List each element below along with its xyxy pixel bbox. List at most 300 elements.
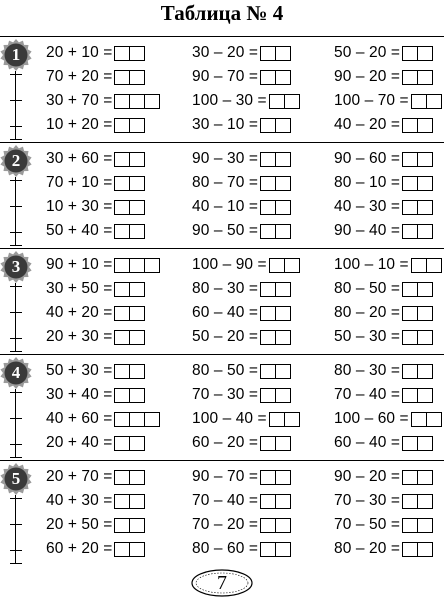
answer-cell[interactable]	[411, 412, 427, 427]
answer-cell[interactable]	[275, 70, 291, 85]
answer-box[interactable]	[402, 70, 433, 85]
answer-cell[interactable]	[129, 306, 145, 321]
answer-box[interactable]	[260, 282, 291, 297]
page-number: 7	[217, 572, 227, 594]
exercise-expression: 80 – 30 =	[334, 362, 400, 379]
section-marker-tick	[10, 245, 22, 246]
exercise-row	[0, 432, 444, 454]
answer-cell[interactable]	[129, 200, 145, 215]
answer-box[interactable]	[114, 518, 145, 533]
answer-cell[interactable]	[417, 470, 433, 485]
answer-cell[interactable]	[114, 176, 130, 191]
answer-cell[interactable]	[129, 224, 145, 239]
answer-box[interactable]	[114, 94, 160, 109]
exercise	[192, 326, 291, 348]
exercise-expression: 20 + 70 =	[46, 468, 113, 485]
exercise-expression: 80 – 10 =	[334, 174, 400, 191]
answer-cell[interactable]	[129, 364, 145, 379]
answer-cell[interactable]	[402, 70, 418, 85]
answer-cell[interactable]	[275, 388, 291, 403]
exercise-expression: 80 – 60 =	[192, 540, 258, 557]
answer-cell[interactable]	[129, 118, 145, 133]
exercise-expression: 100 – 10 =	[334, 256, 409, 273]
answer-box[interactable]	[114, 330, 145, 345]
answer-box[interactable]	[402, 200, 433, 215]
exercise	[46, 66, 145, 88]
answer-cell[interactable]	[402, 470, 418, 485]
answer-cell[interactable]	[260, 224, 276, 239]
answer-box[interactable]	[260, 364, 291, 379]
exercise	[334, 172, 433, 194]
answer-cell[interactable]	[269, 412, 285, 427]
answer-cell[interactable]	[260, 330, 276, 345]
answer-cell[interactable]	[260, 388, 276, 403]
answer-cell[interactable]	[114, 364, 130, 379]
exercise	[334, 196, 433, 218]
answer-cell[interactable]	[275, 46, 291, 61]
answer-cell[interactable]	[144, 258, 160, 273]
answer-cell[interactable]	[275, 282, 291, 297]
exercise-expression: 30 – 20 =	[192, 44, 258, 61]
exercise-row	[0, 90, 444, 112]
answer-cell[interactable]	[269, 94, 285, 109]
answer-cell[interactable]	[402, 152, 418, 167]
exercise	[192, 466, 291, 488]
exercise	[334, 278, 433, 300]
exercise	[46, 466, 145, 488]
answer-cell[interactable]	[114, 330, 130, 345]
exercise	[192, 220, 291, 242]
answer-cell[interactable]	[114, 46, 130, 61]
answer-box[interactable]	[402, 388, 433, 403]
exercise-expression: 40 + 20 =	[46, 304, 113, 321]
exercise-expression: 80 – 20 =	[334, 540, 400, 557]
exercise-expression: 90 – 70 =	[192, 468, 258, 485]
answer-cell[interactable]	[129, 282, 145, 297]
exercise-expression: 90 – 40 =	[334, 222, 400, 239]
exercise	[46, 514, 145, 536]
answer-box[interactable]	[269, 412, 300, 427]
answer-box[interactable]	[260, 542, 291, 557]
answer-cell[interactable]	[269, 258, 285, 273]
exercise	[192, 490, 291, 512]
exercise	[46, 490, 145, 512]
answer-cell[interactable]	[402, 436, 418, 451]
answer-cell[interactable]	[114, 436, 130, 451]
exercise-row	[0, 278, 444, 300]
exercise-row	[0, 302, 444, 324]
answer-box[interactable]	[260, 118, 291, 133]
answer-box[interactable]	[260, 152, 291, 167]
answer-cell[interactable]	[417, 224, 433, 239]
exercise-expression: 60 – 40 =	[334, 434, 400, 451]
answer-cell[interactable]	[260, 470, 276, 485]
exercise-row	[0, 114, 444, 136]
exercise-expression: 50 – 20 =	[192, 328, 258, 345]
exercise	[334, 254, 442, 276]
exercise	[334, 514, 433, 536]
exercise	[334, 490, 433, 512]
answer-cell[interactable]	[417, 494, 433, 509]
exercise-expression: 40 + 60 =	[46, 410, 113, 427]
answer-box[interactable]	[411, 258, 442, 273]
exercise	[46, 196, 145, 218]
exercise-section	[0, 36, 444, 142]
answer-cell[interactable]	[402, 364, 418, 379]
answer-cell[interactable]	[426, 258, 442, 273]
exercise-row	[0, 490, 444, 512]
answer-cell[interactable]	[275, 200, 291, 215]
exercise	[192, 196, 291, 218]
exercise	[46, 408, 160, 430]
answer-cell[interactable]	[417, 330, 433, 345]
answer-cell[interactable]	[275, 364, 291, 379]
exercise-expression: 90 + 10 =	[46, 256, 113, 273]
answer-cell[interactable]	[417, 306, 433, 321]
answer-box[interactable]	[402, 518, 433, 533]
answer-box[interactable]	[260, 388, 291, 403]
answer-box[interactable]	[402, 118, 433, 133]
answer-cell[interactable]	[260, 494, 276, 509]
answer-cell[interactable]	[129, 470, 145, 485]
exercise	[334, 42, 433, 64]
answer-cell[interactable]	[402, 282, 418, 297]
exercise-expression: 70 – 50 =	[334, 516, 400, 533]
exercise-section	[0, 248, 444, 354]
answer-box[interactable]	[260, 176, 291, 191]
answer-box[interactable]	[402, 542, 433, 557]
exercise	[46, 114, 145, 136]
answer-cell[interactable]	[275, 118, 291, 133]
exercise	[46, 278, 145, 300]
answer-box[interactable]	[269, 258, 300, 273]
exercise	[334, 384, 433, 406]
exercise-expression: 30 + 60 =	[46, 150, 113, 167]
exercise	[46, 220, 145, 242]
answer-cell[interactable]	[275, 470, 291, 485]
page-number-badge	[190, 568, 254, 598]
exercise-expression: 50 – 30 =	[334, 328, 400, 345]
answer-cell[interactable]	[417, 364, 433, 379]
answer-cell[interactable]	[284, 412, 300, 427]
answer-cell[interactable]	[417, 152, 433, 167]
exercise	[192, 278, 291, 300]
answer-cell[interactable]	[114, 494, 130, 509]
answer-cell[interactable]	[260, 306, 276, 321]
exercise-expression: 20 + 50 =	[46, 516, 113, 533]
exercise-expression: 20 + 30 =	[46, 328, 113, 345]
exercise	[46, 302, 145, 324]
exercise-row	[0, 384, 444, 406]
exercise	[192, 42, 291, 64]
answer-box[interactable]	[402, 330, 433, 345]
answer-box[interactable]	[114, 542, 145, 557]
answer-box[interactable]	[114, 176, 145, 191]
exercise-section	[0, 354, 444, 460]
answer-box[interactable]	[260, 518, 291, 533]
exercise-row	[0, 66, 444, 88]
answer-cell[interactable]	[402, 306, 418, 321]
answer-cell[interactable]	[260, 364, 276, 379]
exercise	[334, 220, 433, 242]
exercise-expression: 70 – 40 =	[334, 386, 400, 403]
answer-box[interactable]	[114, 436, 145, 451]
answer-box[interactable]	[411, 94, 442, 109]
answer-cell[interactable]	[144, 94, 160, 109]
exercise	[192, 254, 300, 276]
section-marker-tick	[10, 139, 22, 140]
answer-cell[interactable]	[284, 258, 300, 273]
exercise-expression: 100 – 90 =	[192, 256, 267, 273]
exercise-expression: 100 – 30 =	[192, 92, 267, 109]
answer-cell[interactable]	[129, 176, 145, 191]
exercise-row	[0, 254, 444, 276]
exercise-expression: 90 – 70 =	[192, 68, 258, 85]
exercise-expression: 60 – 20 =	[192, 434, 258, 451]
answer-cell[interactable]	[114, 94, 130, 109]
answer-cell[interactable]	[129, 542, 145, 557]
answer-box[interactable]	[114, 200, 145, 215]
answer-cell[interactable]	[260, 70, 276, 85]
exercise-row	[0, 148, 444, 170]
exercise-expression: 30 + 70 =	[46, 92, 113, 109]
answer-box[interactable]	[114, 152, 145, 167]
answer-cell[interactable]	[417, 388, 433, 403]
exercise-row	[0, 538, 444, 560]
answer-box[interactable]	[260, 330, 291, 345]
answer-cell[interactable]	[129, 388, 145, 403]
answer-cell[interactable]	[402, 200, 418, 215]
answer-box[interactable]	[114, 282, 145, 297]
answer-cell[interactable]	[114, 152, 130, 167]
answer-cell[interactable]	[275, 224, 291, 239]
answer-cell[interactable]	[260, 176, 276, 191]
answer-box[interactable]	[114, 70, 145, 85]
answer-cell[interactable]	[402, 388, 418, 403]
answer-cell[interactable]	[402, 330, 418, 345]
exercise-expression: 50 + 40 =	[46, 222, 113, 239]
exercise	[192, 148, 291, 170]
exercise-expression: 20 + 10 =	[46, 44, 113, 61]
answer-cell[interactable]	[260, 152, 276, 167]
answer-cell[interactable]	[129, 46, 145, 61]
answer-cell[interactable]	[260, 282, 276, 297]
exercise	[46, 360, 145, 382]
answer-cell[interactable]	[129, 330, 145, 345]
answer-box[interactable]	[114, 118, 145, 133]
exercise	[192, 432, 291, 454]
answer-cell[interactable]	[417, 46, 433, 61]
answer-cell[interactable]	[114, 224, 130, 239]
answer-box[interactable]	[114, 364, 145, 379]
answer-cell[interactable]	[275, 330, 291, 345]
answer-cell[interactable]	[275, 436, 291, 451]
answer-box[interactable]	[402, 306, 433, 321]
exercise-expression: 50 + 30 =	[46, 362, 113, 379]
answer-cell[interactable]	[417, 436, 433, 451]
answer-cell[interactable]	[417, 542, 433, 557]
answer-cell[interactable]	[260, 436, 276, 451]
answer-box[interactable]	[402, 470, 433, 485]
answer-cell[interactable]	[260, 46, 276, 61]
answer-cell[interactable]	[129, 518, 145, 533]
exercise	[192, 90, 300, 112]
answer-cell[interactable]	[114, 70, 130, 85]
exercise	[192, 408, 300, 430]
answer-box[interactable]	[114, 258, 160, 273]
answer-box[interactable]	[114, 388, 145, 403]
section-marker-tick	[10, 457, 22, 458]
page-title: Таблица № 4	[160, 1, 284, 25]
exercise-expression: 30 + 50 =	[46, 280, 113, 297]
answer-cell[interactable]	[260, 542, 276, 557]
answer-box[interactable]	[260, 436, 291, 451]
answer-box[interactable]	[260, 494, 291, 509]
exercise-row	[0, 408, 444, 430]
answer-box[interactable]	[402, 364, 433, 379]
answer-cell[interactable]	[275, 542, 291, 557]
answer-cell[interactable]	[402, 518, 418, 533]
exercise	[192, 66, 291, 88]
answer-box[interactable]	[260, 46, 291, 61]
answer-cell[interactable]	[260, 518, 276, 533]
answer-cell[interactable]	[417, 118, 433, 133]
answer-cell[interactable]	[417, 176, 433, 191]
exercise	[46, 538, 145, 560]
exercise-section	[0, 460, 444, 566]
exercise-expression: 10 + 30 =	[46, 198, 113, 215]
exercise-expression: 20 + 40 =	[46, 434, 113, 451]
exercise-row	[0, 326, 444, 348]
exercise-expression: 30 + 40 =	[46, 386, 113, 403]
answer-box[interactable]	[114, 412, 160, 427]
answer-cell[interactable]	[402, 494, 418, 509]
exercise	[334, 432, 433, 454]
answer-cell[interactable]	[129, 152, 145, 167]
answer-box[interactable]	[114, 46, 145, 61]
answer-box[interactable]	[114, 494, 145, 509]
exercise-expression: 100 – 70 =	[334, 92, 409, 109]
answer-cell[interactable]	[129, 412, 145, 427]
answer-box[interactable]	[260, 306, 291, 321]
exercise	[334, 302, 433, 324]
answer-box[interactable]	[411, 412, 442, 427]
answer-cell[interactable]	[411, 258, 427, 273]
exercise	[334, 360, 433, 382]
exercise-row	[0, 42, 444, 64]
exercise-expression: 60 – 40 =	[192, 304, 258, 321]
exercise	[46, 254, 160, 276]
answer-cell[interactable]	[129, 94, 145, 109]
exercise-expression: 90 – 20 =	[334, 68, 400, 85]
answer-box[interactable]	[402, 176, 433, 191]
answer-cell[interactable]	[284, 94, 300, 109]
answer-cell[interactable]	[260, 118, 276, 133]
exercise-row	[0, 466, 444, 488]
exercise-row	[0, 172, 444, 194]
exercise	[192, 514, 291, 536]
answer-cell[interactable]	[417, 70, 433, 85]
answer-cell[interactable]	[129, 494, 145, 509]
answer-cell[interactable]	[114, 306, 130, 321]
answer-box[interactable]	[402, 282, 433, 297]
exercise-row	[0, 196, 444, 218]
answer-cell[interactable]	[275, 176, 291, 191]
exercise-expression: 80 – 50 =	[334, 280, 400, 297]
answer-box[interactable]	[114, 470, 145, 485]
answer-cell[interactable]	[114, 518, 130, 533]
answer-cell[interactable]	[426, 94, 442, 109]
answer-cell[interactable]	[114, 412, 130, 427]
answer-cell[interactable]	[114, 118, 130, 133]
answer-cell[interactable]	[260, 200, 276, 215]
answer-box[interactable]	[402, 224, 433, 239]
answer-cell[interactable]	[114, 470, 130, 485]
exercise-expression: 40 + 30 =	[46, 492, 113, 509]
answer-box[interactable]	[269, 94, 300, 109]
exercise	[192, 384, 291, 406]
exercise-section	[0, 142, 444, 248]
answer-cell[interactable]	[275, 152, 291, 167]
answer-cell[interactable]	[402, 224, 418, 239]
answer-cell[interactable]	[114, 282, 130, 297]
answer-box[interactable]	[402, 46, 433, 61]
answer-box[interactable]	[260, 200, 291, 215]
answer-cell[interactable]	[402, 542, 418, 557]
answer-cell[interactable]	[144, 412, 160, 427]
answer-cell[interactable]	[275, 306, 291, 321]
answer-cell[interactable]	[426, 412, 442, 427]
answer-cell[interactable]	[114, 542, 130, 557]
answer-box[interactable]	[260, 470, 291, 485]
exercise-expression: 80 – 20 =	[334, 304, 400, 321]
answer-cell[interactable]	[275, 518, 291, 533]
exercise-expression: 80 – 70 =	[192, 174, 258, 191]
exercise	[46, 42, 145, 64]
answer-cell[interactable]	[114, 200, 130, 215]
answer-box[interactable]	[114, 306, 145, 321]
answer-cell[interactable]	[129, 258, 145, 273]
answer-cell[interactable]	[129, 70, 145, 85]
answer-cell[interactable]	[114, 388, 130, 403]
exercise-row	[0, 220, 444, 242]
answer-cell[interactable]	[129, 436, 145, 451]
answer-cell[interactable]	[402, 46, 418, 61]
exercise	[46, 432, 145, 454]
exercise	[334, 90, 442, 112]
answer-box[interactable]	[402, 152, 433, 167]
answer-cell[interactable]	[402, 176, 418, 191]
answer-cell[interactable]	[402, 118, 418, 133]
answer-cell[interactable]	[417, 282, 433, 297]
answer-box[interactable]	[260, 224, 291, 239]
exercise	[334, 148, 433, 170]
exercise-expression: 70 – 30 =	[334, 492, 400, 509]
answer-cell[interactable]	[417, 200, 433, 215]
answer-cell[interactable]	[114, 258, 130, 273]
answer-box[interactable]	[402, 436, 433, 451]
answer-box[interactable]	[260, 70, 291, 85]
section-marker-tick	[10, 351, 22, 352]
answer-cell[interactable]	[411, 94, 427, 109]
exercise-expression: 70 + 10 =	[46, 174, 113, 191]
answer-box[interactable]	[114, 224, 145, 239]
answer-cell[interactable]	[417, 518, 433, 533]
exercise	[192, 114, 291, 136]
answer-box[interactable]	[402, 494, 433, 509]
exercise-expression: 70 – 20 =	[192, 516, 258, 533]
answer-cell[interactable]	[275, 494, 291, 509]
